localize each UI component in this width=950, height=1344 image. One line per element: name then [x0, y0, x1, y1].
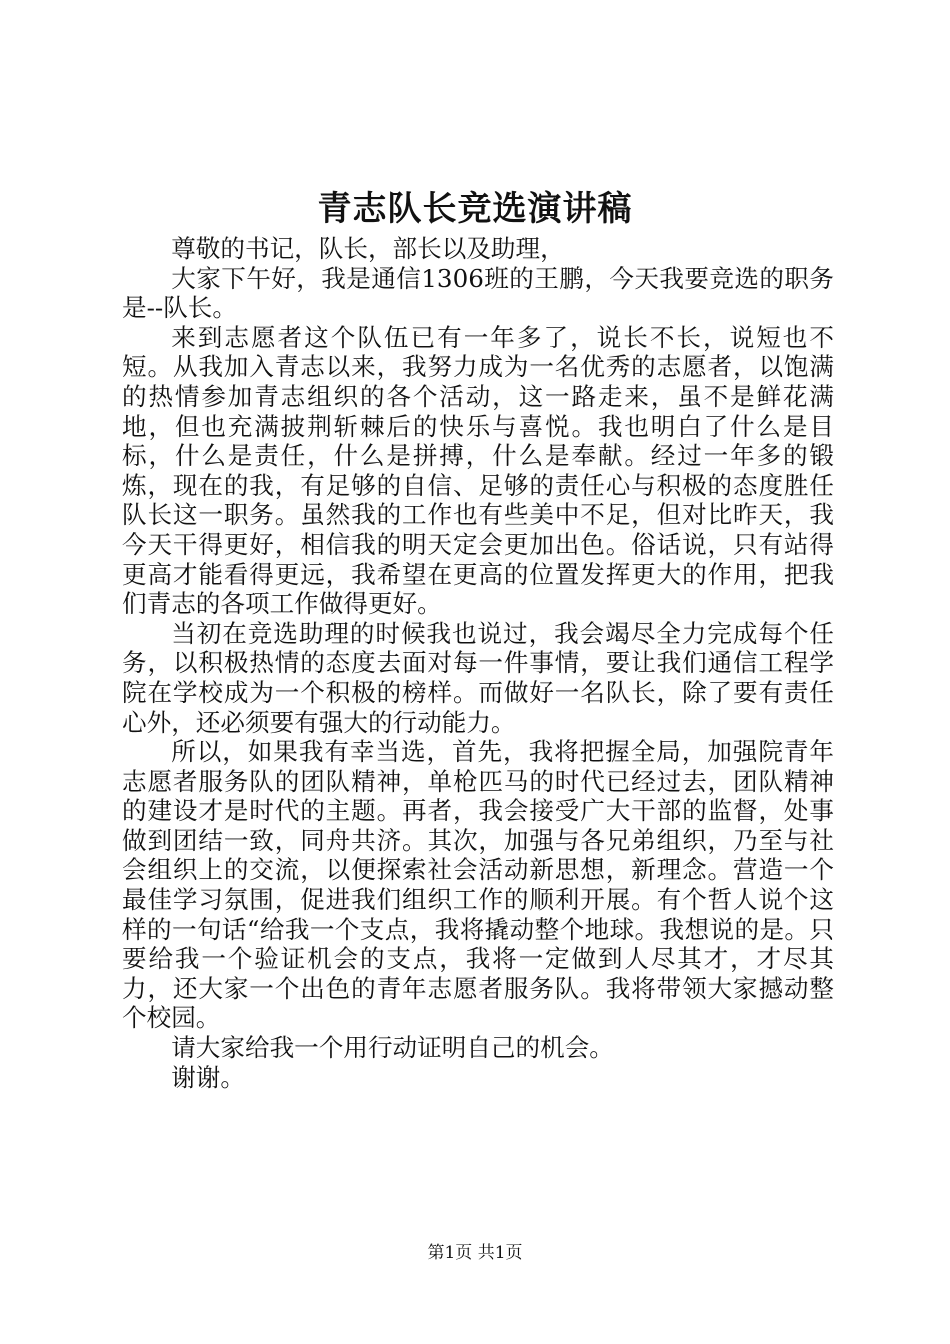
paragraph-commitment: 当初在竞选助理的时候我也说过，我会竭尽全力完成每个任务，以积极热情的态度去面对每一件事情，要让我们通信工程学院在学校成为一个积极的榜样。而做好一名队长，除了要有责任心外，还必须要有强大的行动能力。 [122, 618, 834, 737]
document-body [122, 234, 834, 1092]
paragraph-experience: 来到志愿者这个队伍已有一年多了，说长不长，说短也不短。从我加入青志以来，我努力成为一名优秀的志愿者，以饱满的热情参加青志组织的各个活动，这一路走来，虽不是鲜花满地，但也充满披荆斩棘后的快乐与喜悦。我也明白了什么是目标，什么是责任，什么是拼搏，什么是奉献。经过一年多的锻炼，现在的我，有足够的自信、足够的责任心与积极的态度胜任队长这一职务。虽然我的工作也有些美中不足，但对比昨天，我今天干得更好，相信我的明天定会更加出色。俗话说，只有站得更高才能看得更远，我希望在更高的位置发挥更大的作用，把我们青志的各项工作做得更好。 [122, 322, 834, 619]
document-title: 青志队长竞选演讲稿 [317, 189, 633, 229]
paragraph-plans: 所以，如果我有幸当选，首先，我将把握全局，加强院青年志愿者服务队的团队精神，单枪匹马的时代已经过去，团队精神的建设才是时代的主题。再者，我会接受广大干部的监督，处事做到团结一致，同舟共济。其次，加强与各兄弟组织，乃至与社会组织上的交流，以便探索社会活动新思想，新理念。营造一个最佳学习氛围，促进我们组织工作的顺利开展。有个哲人说个这样的一句话“给我一个支点，我将撬动整个地球。我想说的是。只要给我一个验证机会的支点，我将一定做到人尽其才，才尽其力，还大家一个出色的青年志愿者服务队。我将带领大家撼动整个校园。 [122, 737, 834, 1033]
paragraph-thanks: 谢谢。 [171, 1062, 245, 1092]
paragraph-request: 请大家给我一个用行动证明自己的机会。 [171, 1033, 614, 1063]
paragraph-greeting: 大家下午好，我是通信1306班的王鹏，今天我要竞选的职务是--队长。 [122, 263, 834, 323]
paragraph-salutation: 尊敬的书记，队长，部长以及助理， [171, 234, 565, 263]
page-footer: 第1页 共1页 [427, 1243, 523, 1263]
